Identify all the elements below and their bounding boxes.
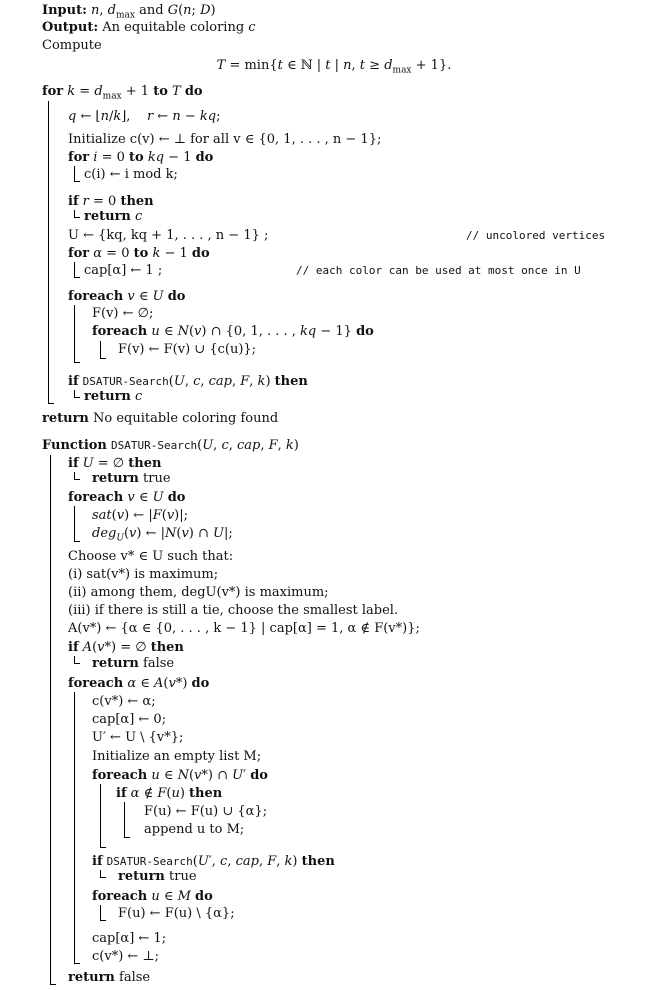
U-prime-line: U′ ← U \ {v*}; bbox=[92, 730, 184, 745]
foreach-uM-line: foreach u ∈ M do bbox=[92, 889, 213, 904]
choose-line: Choose v* ∈ U such that: bbox=[68, 549, 234, 564]
return-false-1: return false bbox=[92, 656, 175, 671]
deg-line: deg$_U$(v) ← |N(v) ∩ U|; bbox=[92, 526, 233, 544]
for-alpha-line: for α = 0 to k − 1 do bbox=[68, 246, 210, 261]
foreach-v-line: foreach v ∈ U do bbox=[68, 289, 186, 304]
append-line: append u to M; bbox=[144, 822, 245, 837]
for-k-rule bbox=[48, 101, 49, 404]
for-k-line: for $k = d_{max} + 1$ to T do bbox=[42, 84, 203, 102]
U-comment: // uncolored vertices bbox=[466, 229, 606, 242]
cap-zero-line: cap[α] ← 0; bbox=[92, 712, 167, 727]
init-M-line: Initialize an empty list M; bbox=[92, 749, 262, 764]
compute-label: Compute bbox=[42, 38, 102, 53]
c-assign-line: c(v*) ← α; bbox=[92, 694, 156, 709]
U-def-line: U ← {kq, kq + 1, . . . , n − 1} ; bbox=[68, 228, 269, 243]
function-rule bbox=[50, 455, 51, 985]
for-i-line: for i = 0 to kq − 1 do bbox=[68, 150, 214, 165]
init-c-line: Initialize c(v) ← ⊥ for all v ∈ {0, 1, . . . , n − 1}; bbox=[68, 132, 382, 147]
func-foreach-v-line: foreach v ∈ U do bbox=[68, 490, 186, 505]
if-rec-line: if DSATUR-Search(U′, c, cap, F, k) then bbox=[92, 854, 335, 869]
foreach-u-prime-line: foreach u ∈ N(v*) ∩ U′ do bbox=[92, 768, 268, 783]
criterion-1: (i) sat(v*) is maximum; bbox=[68, 567, 219, 582]
if-r-line: if r = 0 then bbox=[68, 194, 154, 209]
foreach-alpha-line: foreach α ∈ A(v*) do bbox=[68, 676, 210, 691]
assign-ci-line: c(i) ← i mod k; bbox=[84, 167, 178, 182]
F-empty-line: F(v) ← ∅; bbox=[92, 306, 154, 321]
if-A-empty-line: if A(v*) = ∅ then bbox=[68, 640, 184, 655]
cap-init-line: cap[α] ← 1 ; bbox=[84, 263, 163, 278]
return-c-1: return c bbox=[84, 209, 143, 224]
output-line: Output: An equitable coloring c bbox=[42, 20, 256, 35]
F-union-line: F(v) ← F(v) ∪ {c(u)}; bbox=[118, 342, 257, 357]
c-reset-line: c(v*) ← ⊥; bbox=[92, 949, 160, 964]
input-line: Input: n, $d_{max}$ and G(n; D) bbox=[42, 3, 216, 21]
if-alpha-line: if α ∉ F(u) then bbox=[116, 786, 223, 801]
return-true-1: return true bbox=[92, 471, 171, 486]
return-none-line: return No equitable coloring found bbox=[42, 411, 279, 426]
A-def-line: A(v*) ← {α ∈ {0, . . . , k − 1} | cap[α] = 1, α ∉ F(v*)}; bbox=[68, 621, 420, 636]
return-c-2: return c bbox=[84, 389, 143, 404]
foreach-u-line: foreach u ∈ N(v) ∩ {0, 1, . . . , kq − 1} do bbox=[92, 324, 374, 339]
function-header: Function DSATUR-Search(U, c, cap, F, k) bbox=[42, 438, 299, 453]
F-remove-line: F(u) ← F(u) \ {α}; bbox=[118, 906, 235, 921]
cap-comment: // each color can be used at most once in U bbox=[296, 264, 581, 277]
criterion-3: (iii) if there is still a tie, choose the smallest label. bbox=[68, 603, 399, 618]
F-add-line: F(u) ← F(u) ∪ {α}; bbox=[144, 804, 268, 819]
q-r-line: q ← ⌊n/k⌋, r ← n − kq; bbox=[68, 109, 221, 124]
if-dsatur-line: if DSATUR-Search(U, c, cap, F, k) then bbox=[68, 374, 308, 389]
if-U-empty-line: if U = ∅ then bbox=[68, 456, 162, 471]
for-i-rule bbox=[74, 166, 75, 182]
criterion-2: (ii) among them, degU(v*) is maximum; bbox=[68, 585, 329, 600]
T-definition: T = min{t ∈ ℕ | t | n, $t \ge d_{max} + 1$}. bbox=[216, 58, 452, 76]
sat-line: sat(v) ← |F(v)|; bbox=[92, 508, 189, 523]
cap-one-line: cap[α] ← 1; bbox=[92, 931, 167, 946]
return-true-2: return true bbox=[118, 869, 197, 884]
return-false-2: return false bbox=[68, 970, 151, 985]
